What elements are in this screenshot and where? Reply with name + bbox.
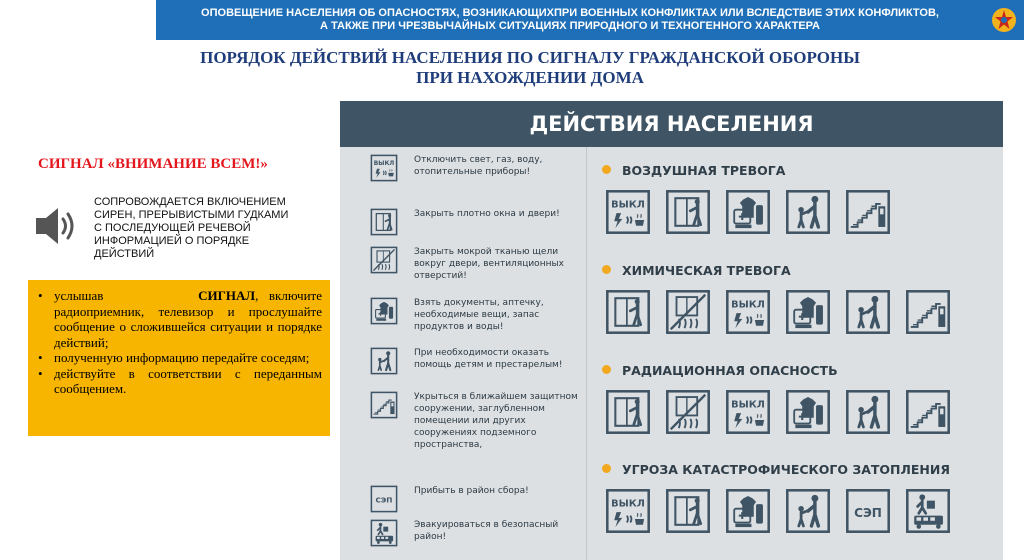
signal-desc-line: ДЕЙСТВИЙ — [94, 248, 155, 260]
help-people-icon — [785, 488, 831, 534]
power-off-icon — [370, 154, 398, 182]
svg-text:ВЫКЛ: ВЫКЛ — [611, 199, 645, 211]
signal-desc-line: СИРЕН, ПРЕРЫВИСТЫМИ ГУДКАМИ — [94, 209, 289, 221]
signal-desc-line: СОПРОВОЖДАЕТСЯ ВКЛЮЧЕНИЕМ — [94, 196, 286, 208]
section-title-label: УГРОЗА КАТАСТРОФИЧЕСКОГО ЗАТОПЛЕНИЯ — [622, 462, 950, 477]
svg-text:ВЫКЛ: ВЫКЛ — [731, 399, 765, 411]
legend-text: Закрыть плотно окна и двери! — [414, 209, 560, 219]
legend-text: Эвакуироваться в безопасный район! — [414, 520, 559, 542]
banner-line-2: А ТАКЖЕ ПРИ ЧРЕЗВЫЧАЙНЫХ СИТУАЦИЯХ ПРИРОДНОГО И ТЕХНОГЕННОГО ХАРАКТЕРА — [319, 20, 820, 32]
page-title — [110, 48, 950, 88]
section-title — [602, 163, 785, 178]
legend-text: Закрыть мокрой тканью щели вокруг двери, вентиляционных отверстий! — [414, 247, 564, 281]
signal-desc-line: С ПОСЛЕДУЮЩЕЙ РЕЧЕВОЙ — [94, 222, 251, 234]
svg-text:ВЫКЛ: ВЫКЛ — [373, 160, 395, 168]
close-windows-icon — [370, 208, 398, 236]
documents-icon — [370, 297, 398, 325]
signal-title: СИГНАЛ «ВНИМАНИЕ ВСЕМ!» — [38, 156, 268, 172]
panel-header: ДЕЙСТВИЯ НАСЕЛЕНИЯ — [340, 101, 1003, 147]
help-people-icon — [845, 289, 891, 335]
legend-item — [370, 246, 585, 286]
instruction-item: • полученную информацию передайте соседям; — [36, 350, 322, 366]
legend-text: При необходимости оказать помощь детям и престарелым! — [414, 348, 563, 370]
documents-icon — [785, 389, 831, 435]
shelter-icon — [845, 189, 891, 235]
bullet-dot — [602, 165, 611, 174]
documents-icon — [725, 488, 771, 534]
wet-cloth-icon — [665, 389, 711, 435]
section-title — [602, 263, 791, 278]
panel-divider — [586, 147, 587, 560]
bullet-dot — [602, 365, 611, 374]
legend-text: Взять документы, аптечку, необходимые вещи, запас продуктов и воды! — [414, 298, 544, 332]
legend-text: Отключить свет, газ, воду, отопительные приборы! — [414, 155, 543, 177]
signal-description — [94, 196, 334, 261]
help-people-icon — [370, 347, 398, 375]
close-windows-icon — [605, 289, 651, 335]
instructions-box — [28, 280, 330, 436]
legend-item — [370, 208, 585, 248]
close-windows-icon — [605, 389, 651, 435]
legend-item — [370, 519, 585, 559]
section-title-label: ХИМИЧЕСКАЯ ТРЕВОГА — [622, 263, 791, 278]
svg-text:ВЫКЛ: ВЫКЛ — [731, 299, 765, 311]
banner-line-1: ОПОВЕЩЕНИЕ НАСЕЛЕНИЯ ОБ ОПАСНОСТЯХ, ВОЗНИКАЮЩИХПРИ ВОЕННЫХ КОНФЛИКТАХ ИЛИ ВСЛЕДСТВИЕ ЭТИХ КОНФЛИКТОВ, — [201, 7, 939, 19]
evacuate-icon — [370, 519, 398, 547]
shelter-icon — [370, 391, 398, 419]
help-people-icon — [785, 189, 831, 235]
instruction-item: • действуйте в соответствии с переданным сообщением. — [36, 366, 322, 397]
power-off-icon — [725, 389, 771, 435]
close-windows-icon — [665, 189, 711, 235]
evacuate-icon — [905, 488, 951, 534]
assembly-point-icon — [845, 488, 891, 534]
legend-item — [370, 347, 585, 387]
svg-text:СЭП: СЭП — [854, 505, 882, 520]
section-title — [602, 462, 950, 477]
bullet-dot — [602, 464, 611, 473]
power-off-icon — [605, 189, 651, 235]
legend-text: Укрыться в ближайшем защитном сооружении, заглубленном помещении или других сооружениях подземного пространства, — [414, 392, 578, 450]
help-people-icon — [845, 389, 891, 435]
page-title-line-1: ПОРЯДОК ДЕЙСТВИЙ НАСЕЛЕНИЯ ПО СИГНАЛУ ГРАЖДАНСКОЙ ОБОРОНЫ — [200, 48, 860, 67]
section-title — [602, 363, 838, 378]
svg-text:ВЫКЛ: ВЫКЛ — [611, 498, 645, 510]
wet-cloth-icon — [370, 246, 398, 274]
svg-text:СЭП: СЭП — [375, 495, 393, 505]
instruction-item — [36, 288, 322, 350]
legend-item — [370, 154, 585, 194]
documents-icon — [725, 189, 771, 235]
assembly-point-icon — [370, 485, 398, 513]
legend-item — [370, 297, 585, 337]
power-off-icon — [605, 488, 651, 534]
signal-word: СИГНАЛ — [198, 288, 256, 303]
legend-text: Прибыть в район сбора! — [414, 486, 529, 496]
instruction-text: услышав — [54, 288, 104, 303]
signal-desc-line: ИНФОРМАЦИЕЙ О ПОРЯДКЕ — [94, 235, 250, 247]
power-off-icon — [725, 289, 771, 335]
wet-cloth-icon — [665, 289, 711, 335]
close-windows-icon — [665, 488, 711, 534]
emergency-emblem-icon — [990, 6, 1018, 34]
instruction-text: , включите радиоприемник, телевизор и прослушайте сообщение о сложившейся ситуации и порядке действий; — [54, 288, 323, 350]
top-banner — [156, 0, 1024, 40]
actions-panel — [340, 101, 1003, 560]
legend-item — [370, 391, 585, 450]
speaker-icon — [32, 203, 80, 249]
shelter-icon — [905, 289, 951, 335]
section-title-label: ВОЗДУШНАЯ ТРЕВОГА — [622, 163, 786, 178]
page-title-line-2: ПРИ НАХОЖДЕНИИ ДОМА — [416, 68, 644, 87]
documents-icon — [785, 289, 831, 335]
bullet-dot — [602, 265, 611, 274]
section-title-label: РАДИАЦИОННАЯ ОПАСНОСТЬ — [622, 363, 838, 378]
shelter-icon — [905, 389, 951, 435]
